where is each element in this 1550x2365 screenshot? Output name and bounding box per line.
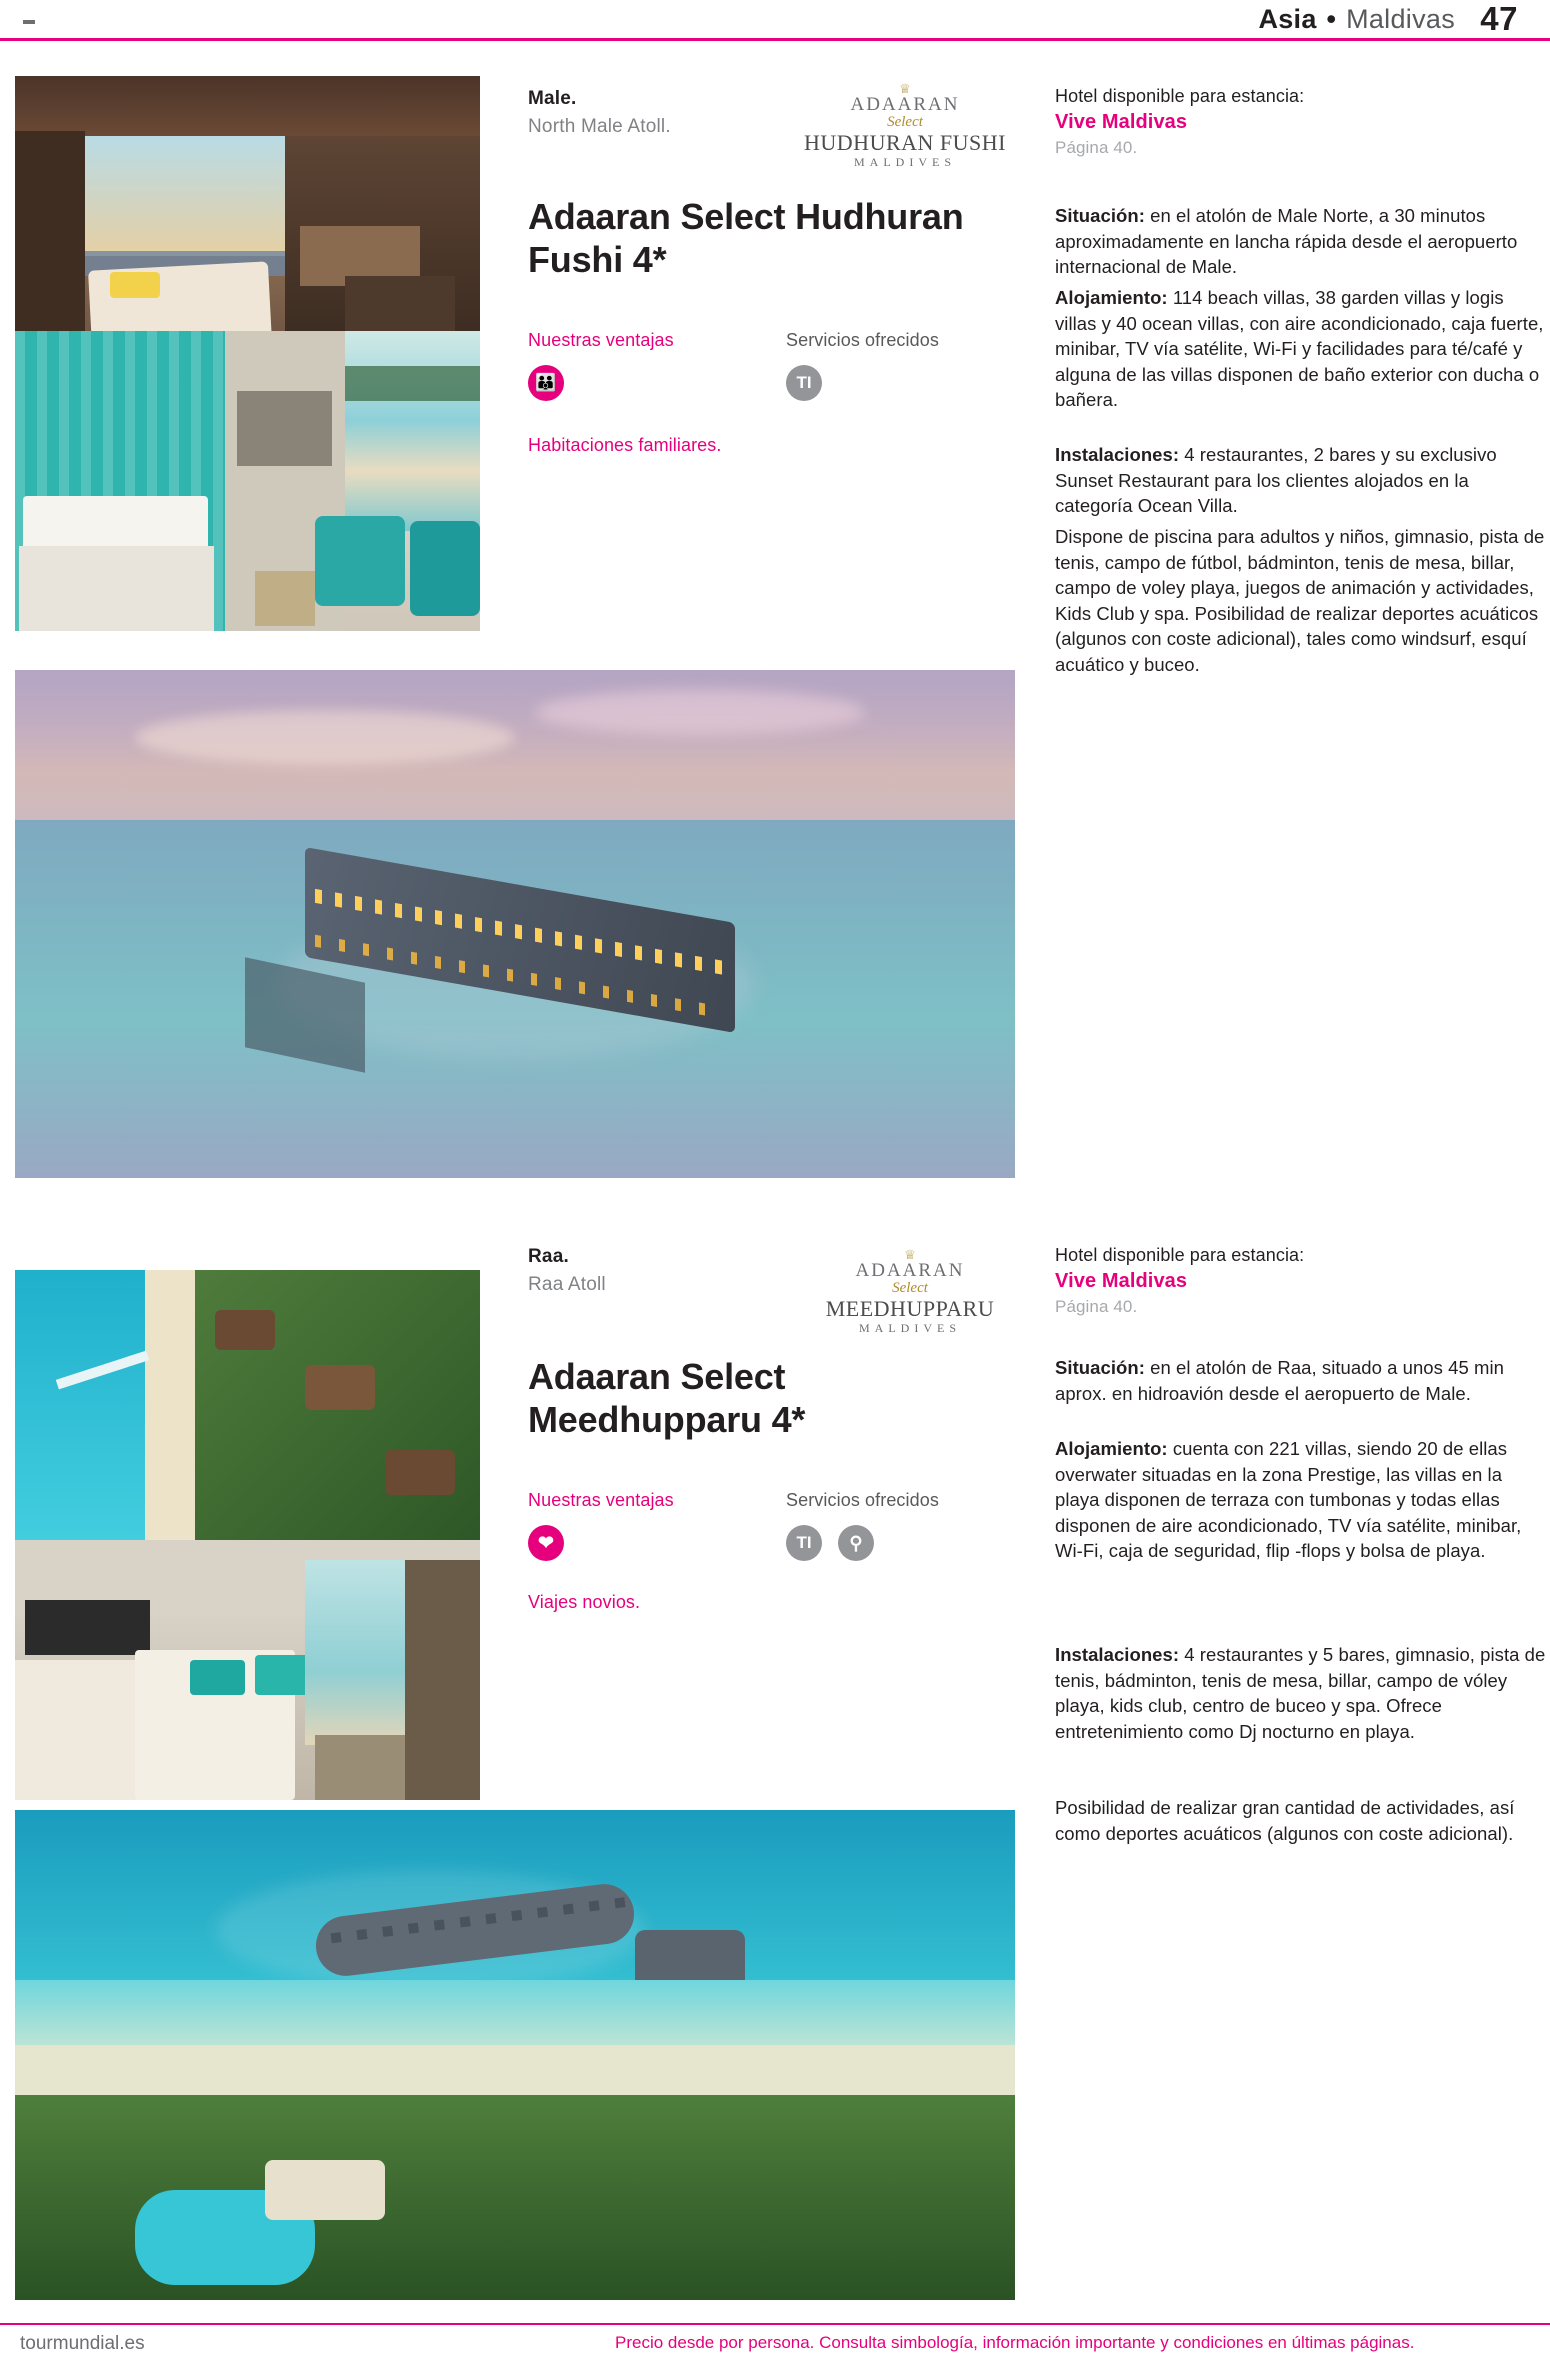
hotel2-photo-island-aerial [15, 1810, 1015, 2300]
corner-mark [23, 20, 35, 24]
hotel2-location-name: Raa. [528, 1246, 569, 1267]
hotel1-label-alojamiento: Alojamiento: [1055, 287, 1168, 308]
hotel1-location-sub: North Male Atoll. [528, 116, 671, 137]
hotel1-logo-name: HUDHURAN FUSHI [804, 130, 1006, 155]
header-divider [0, 38, 1550, 41]
hotel2-logo-country: MALDIVES [859, 1321, 961, 1335]
hotel1-availability-name: Vive Maldivas [1055, 111, 1188, 133]
hotel1-advantages-heading: Nuestras ventajas [528, 330, 674, 350]
hotel2-photo-room [15, 1540, 480, 1800]
ti-icon-2-label: TI [796, 1533, 812, 1552]
hotel1-photo-room [15, 331, 480, 631]
header-separator: • [1326, 4, 1337, 34]
hotel1-photo-terrace [15, 76, 480, 351]
hotel2-availability-page: Página 40. [1055, 1297, 1138, 1316]
hotel1-logo-brand: ADAARAN [850, 94, 960, 115]
hotel2-availability-name: Vive Maldivas [1055, 1270, 1188, 1292]
hotel1-paragraph-alojamiento [1055, 285, 1547, 413]
footer-site: tourmundial.es [20, 2333, 145, 2354]
hotel1-title: Adaaran Select Hudhuran Fushi 4* [528, 196, 964, 280]
hotel2-advantages-heading: Nuestras ventajas [528, 1490, 674, 1510]
hotel1-text-instalaciones: 4 restaurantes, 2 bares y su exclusivo Sunset Restaurant para los clientes alojados en la categoría Ocean Villa. [1055, 444, 1497, 516]
hotel2-title: Adaaran Select Meedhupparu 4* [528, 1356, 806, 1440]
crown-icon-2: ♕ [904, 1247, 916, 1262]
hotel1-services-heading: Servicios ofrecidos [786, 330, 939, 350]
hotel1-text-situacion: en el atolón de Male Norte, a 30 minutos aproximadamente en lancha rápida desde el aeropuerto internacional de Male. [1055, 205, 1518, 277]
hotel1-availability-page: Página 40. [1055, 138, 1138, 157]
hotel1-paragraph-situacion [1055, 203, 1547, 280]
page-header [0, 0, 1550, 42]
hotel2-logo [790, 1248, 1030, 1335]
hotel1-label-instalaciones: Instalaciones: [1055, 444, 1180, 465]
hotel1-availability-label: Hotel disponible para estancia: [1055, 86, 1305, 106]
ti-icon-label: TI [796, 373, 812, 392]
crown-icon: ♕ [899, 81, 911, 96]
hotel2-services-heading: Servicios ofrecidos [786, 1490, 939, 1510]
hotel2-paragraph-alojamiento [1055, 1436, 1547, 1564]
ti-icon [786, 365, 822, 401]
hotel1-label-situacion: Situación: [1055, 205, 1145, 226]
hotel2-label-alojamiento: Alojamiento: [1055, 1438, 1168, 1459]
hotel2-label-situacion: Situación: [1055, 1357, 1145, 1378]
hotel2-logo-name: MEEDHUPPARU [825, 1296, 995, 1321]
hotel1-logo [790, 82, 1020, 169]
hotel2-paragraph-situacion [1055, 1355, 1547, 1406]
heart-icon: ❤ [528, 1525, 564, 1561]
hotel1-paragraph-instalaciones [1055, 442, 1547, 519]
hotel2-text-instalaciones: 4 restaurantes y 5 bares, gimnasio, pista de tenis, bádminton, tenis de mesa, billar, campo de vóley playa, kids club, centro de buceo y spa. Ofrece entretenimiento como Dj nocturno en playa. [1055, 1644, 1546, 1742]
hotel2-availability-label: Hotel disponible para estancia: [1055, 1245, 1305, 1265]
hotel2-location-sub: Raa Atoll [528, 1274, 606, 1295]
hotel2-advantages-text: Viajes novios. [528, 1592, 641, 1612]
page-title [1258, 4, 1455, 34]
header-country: Maldivas [1346, 4, 1455, 34]
hotel2-paragraph-extra [1055, 1795, 1547, 1846]
hotel2-photo-beach-aerial [15, 1270, 480, 1550]
hotel2-label-instalaciones: Instalaciones: [1055, 1644, 1180, 1665]
hotel2-text-alojamiento: cuenta con 221 villas, siendo 20 de ellas overwater situadas en la zona Prestige, las villas en la playa disponen de terraza con tumbonas y todas ellas disponen de aire acondicionado, TV vía satélite, minibar, Wi-Fi, caja de seguridad, flip -flops y bolsa de playa. [1055, 1438, 1522, 1561]
hotel1-location-name: Male. [528, 88, 577, 109]
hotel2-logo-script: Select [892, 1280, 928, 1296]
hotel1-text-extra: Dispone de piscina para adultos y niños, gimnasio, pista de tenis, campo de fútbol, bádminton, tenis de mesa, billar, campo de voley playa, juegos de animación y actividades, Kids Club y spa. Posibilidad de realizar deportes acuáticos (algunos con coste adicional), tales como windsurf, esquí acuático y buceo. [1055, 526, 1545, 675]
diving-icon: ⚲ [838, 1525, 874, 1561]
hotel1-paragraph-extra [1055, 524, 1547, 677]
ti-icon-2 [786, 1525, 822, 1561]
page-number: 47 [1480, 0, 1518, 37]
footer-divider [0, 2323, 1550, 2325]
hotel1-advantages-text: Habitaciones familiares. [528, 435, 722, 455]
family-rooms-icon: 👪 [528, 365, 564, 401]
hotel1-photo-aerial-sunset [15, 670, 1015, 1178]
hotel1-logo-script: Select [887, 114, 923, 130]
hotel2-text-extra: Posibilidad de realizar gran cantidad de actividades, así como deportes acuáticos (algunos con coste adicional). [1055, 1797, 1515, 1844]
hotel1-logo-country: MALDIVES [854, 155, 956, 169]
hotel2-logo-brand: ADAARAN [855, 1260, 965, 1281]
hotel1-text-alojamiento: 114 beach villas, 38 garden villas y logis villas y 40 ocean villas, con aire acondicionado, caja fuerte, minibar, TV vía satélite, Wi-Fi y facilidades para té/café y alguna de las villas disponen de baño exterior con ducha o bañera. [1055, 287, 1544, 410]
header-region: Asia [1258, 4, 1317, 34]
hotel2-paragraph-instalaciones [1055, 1642, 1547, 1744]
hotel2-text-situacion: en el atolón de Raa, situado a unos 45 min aprox. en hidroavión desde el aeropuerto de Male. [1055, 1357, 1504, 1404]
footer-note: Precio desde por persona. Consulta simbología, información importante y condiciones en últimas páginas. [615, 2333, 1415, 2352]
